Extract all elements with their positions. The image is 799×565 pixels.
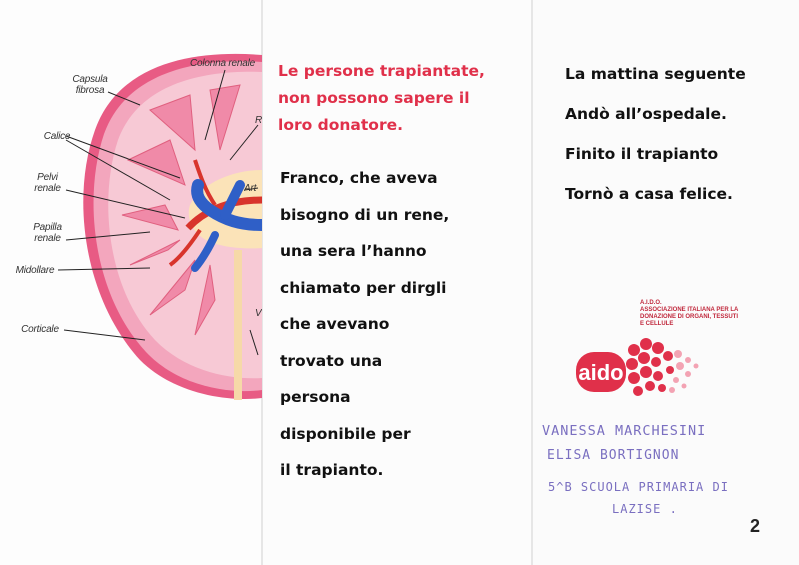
- title-line: non possono sapere il: [278, 89, 470, 107]
- org-line: ASSOCIAZIONE ITALIANA PER LA: [640, 307, 739, 313]
- title-line: loro donatore.: [278, 116, 403, 134]
- story-line: disponibile per: [280, 424, 411, 443]
- handwritten-name-2: ELISA BORTIGNON: [547, 448, 680, 463]
- handwritten-class: 5^B SCUOLA PRIMARIA DI: [548, 480, 729, 494]
- ending-line: Andò all’ospedale.: [565, 105, 727, 123]
- label-colonna: Colonna renale: [190, 58, 256, 69]
- story-text: [280, 160, 520, 489]
- fold-line: [531, 0, 533, 565]
- label-corticale: Corticale: [21, 324, 59, 335]
- story-line: chiamato per dirgli: [280, 278, 447, 297]
- label-calice: Calice: [43, 131, 71, 142]
- aido-association-text: [640, 300, 740, 328]
- ending-line: Finito il trapianto: [565, 145, 719, 163]
- label-pelvi: Pelvi renale: [34, 172, 61, 194]
- org-line: A.I.D.O.: [640, 300, 662, 306]
- handwritten-school: LAZISE .: [612, 502, 678, 516]
- story-line: persona: [280, 388, 351, 406]
- page-number: 2: [750, 516, 761, 536]
- intro-title: [278, 58, 518, 139]
- label-papilla: Papilla renale: [33, 222, 62, 244]
- aido-logo: [572, 336, 722, 402]
- story-line: che avevano: [280, 315, 390, 333]
- ending-line: La mattina seguente: [565, 65, 746, 83]
- ending-line: Tornò a casa felice.: [565, 185, 733, 203]
- title-line: Le persone trapiantate,: [278, 62, 485, 80]
- story-line: bisogno di un rene,: [280, 205, 450, 224]
- label-cut-bottom: V: [255, 308, 262, 319]
- story-line: il trapianto.: [280, 461, 384, 479]
- story-line: una sera l’hanno: [280, 242, 427, 260]
- label-arteria: Art: [244, 183, 257, 194]
- org-line: DONAZIONE DI ORGANI, TESSUTI: [640, 314, 739, 320]
- label-midollare: Midollare: [15, 265, 55, 276]
- org-line: E CELLULE: [640, 321, 674, 327]
- label-cut-top: R: [255, 115, 262, 126]
- label-capsula: Capsula fibrosa: [72, 74, 108, 96]
- story-line: trovato una: [280, 351, 383, 370]
- story-line: Franco, che aveva: [280, 169, 438, 187]
- ending-text: [565, 54, 785, 214]
- logo-text: aido: [578, 360, 624, 385]
- handwritten-name-1: VANESSA MARCHESINI: [542, 423, 707, 439]
